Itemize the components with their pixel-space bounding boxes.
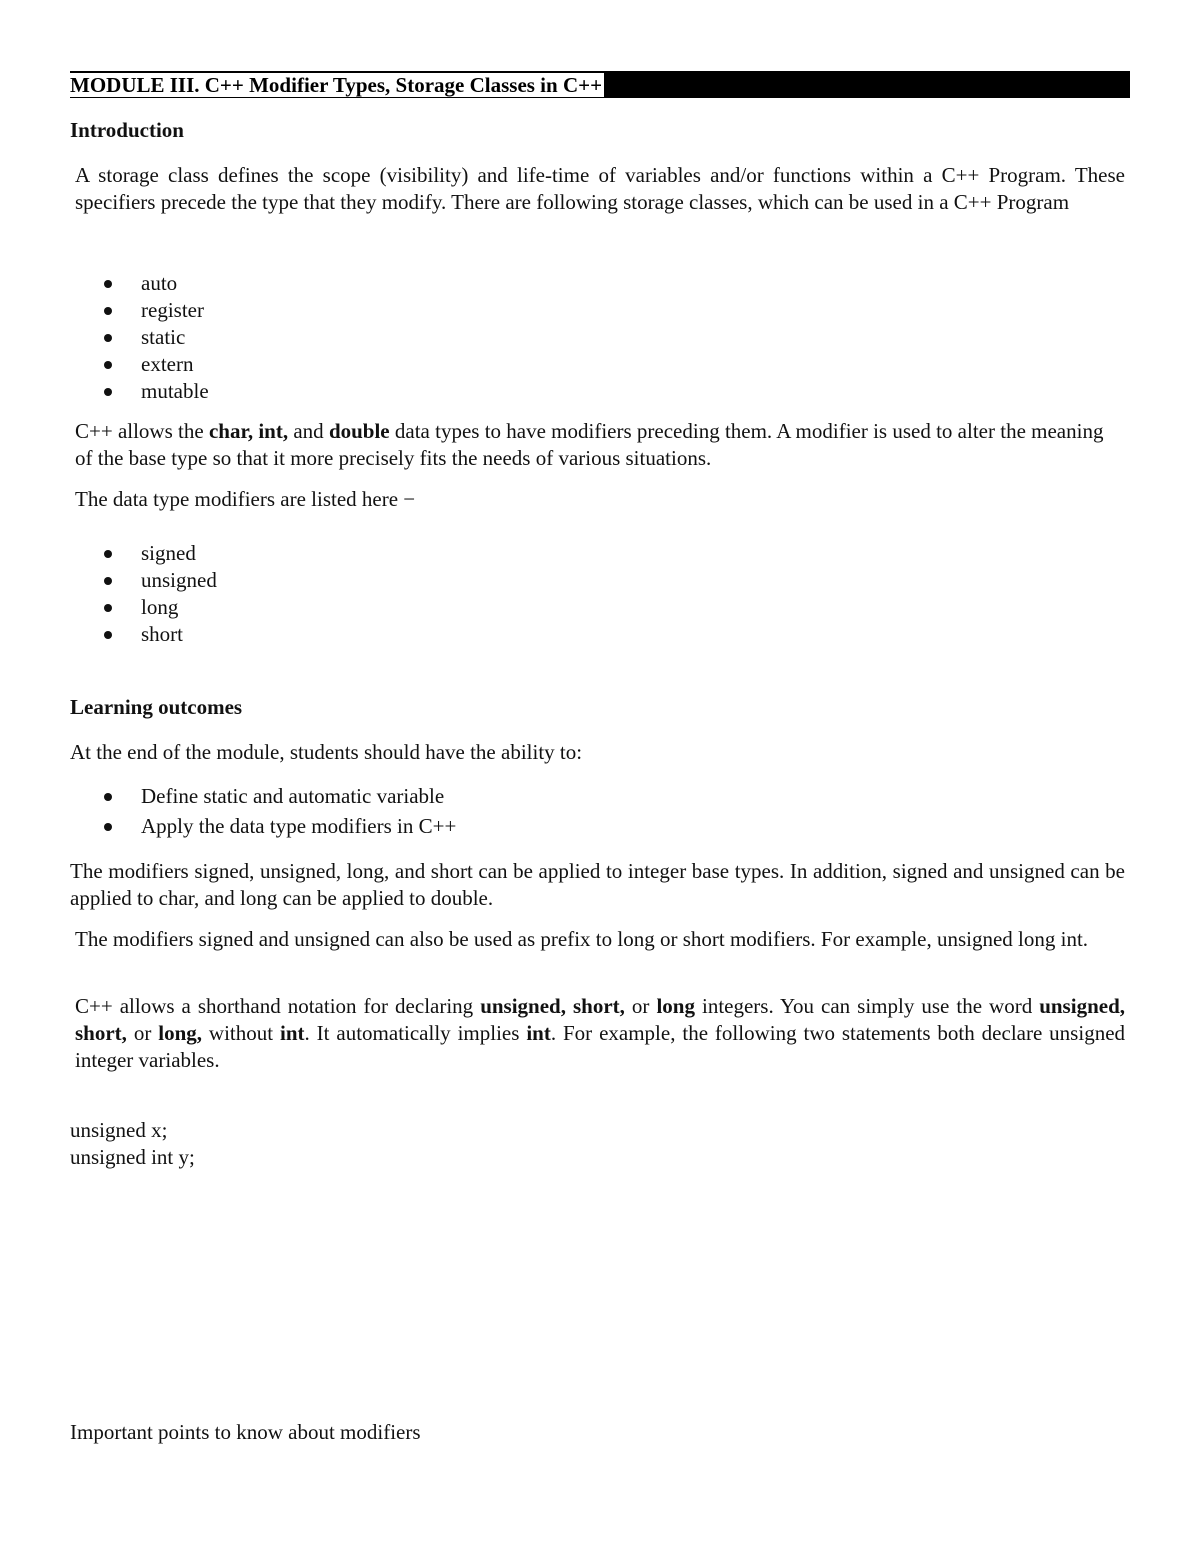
important-points-heading: Important points to know about modifiers [70, 1420, 421, 1444]
learning-intro: At the end of the module, students should have the ability to: [70, 740, 583, 764]
list-item: auto [70, 270, 209, 297]
bullet-icon [104, 388, 112, 396]
bullet-icon [104, 280, 112, 288]
list-item: register [70, 297, 209, 324]
bullet-icon [104, 307, 112, 315]
bullet-icon [104, 823, 112, 831]
list-item: short [70, 621, 217, 648]
modifier-list [70, 540, 217, 648]
modifiers-paragraph-2: The modifiers signed and unsigned can also be used as prefix to long or short modifiers. For example, unsigned long int. [75, 927, 1089, 951]
learning-outcomes-heading: Learning outcomes [70, 695, 243, 719]
list-item: static [70, 324, 209, 351]
code-line: unsigned int y; [70, 1145, 195, 1169]
bullet-icon [104, 334, 112, 342]
storage-class-paragraph: A storage class defines the scope (visibility) and life-time of variables and/or functions within a C++ Program. These specifiers precede the type that they modify. There are following storage classes, which can be used in a C++ Program [75, 163, 1125, 214]
bullet-icon [104, 550, 112, 558]
introduction-heading: Introduction [70, 118, 184, 142]
list-item: Define static and automatic variable [70, 783, 456, 813]
bullet-icon [104, 793, 112, 801]
list-item: signed [70, 540, 217, 567]
list-item: mutable [70, 378, 209, 405]
shorthand-paragraph: C++ allows a shorthand notation for declaring unsigned, short, or long integers. You can simply use the word unsigned, short, or long, without int. It automatically implies int. For example, the following two statements both declare unsigned integer variables. [75, 994, 1126, 1072]
bullet-icon [104, 361, 112, 369]
modifier-list-intro: The data type modifiers are listed here − [75, 487, 416, 511]
list-item: long [70, 594, 217, 621]
list-item: unsigned [70, 567, 217, 594]
modifier-paragraph: C++ allows the char, int, and double data types to have modifiers preceding them. A modifier is used to alter the meaning of the base type so that it more precisely fits the needs of various situations. [75, 419, 1104, 470]
bullet-icon [104, 631, 112, 639]
bullet-icon [104, 604, 112, 612]
list-item: Apply the data type modifiers in C++ [70, 813, 456, 840]
storage-class-list [70, 270, 209, 405]
list-item: extern [70, 351, 209, 378]
learning-outcomes-list [70, 783, 456, 840]
module-title: MODULE III. C++ Modifier Types, Storage Classes in C++ [70, 73, 603, 97]
modifiers-paragraph-1: The modifiers signed, unsigned, long, and short can be applied to integer base types. In addition, signed and unsigned can be applied to char, and long can be applied to double. [70, 859, 1125, 910]
code-line: unsigned x; [70, 1118, 168, 1142]
bullet-icon [104, 577, 112, 585]
